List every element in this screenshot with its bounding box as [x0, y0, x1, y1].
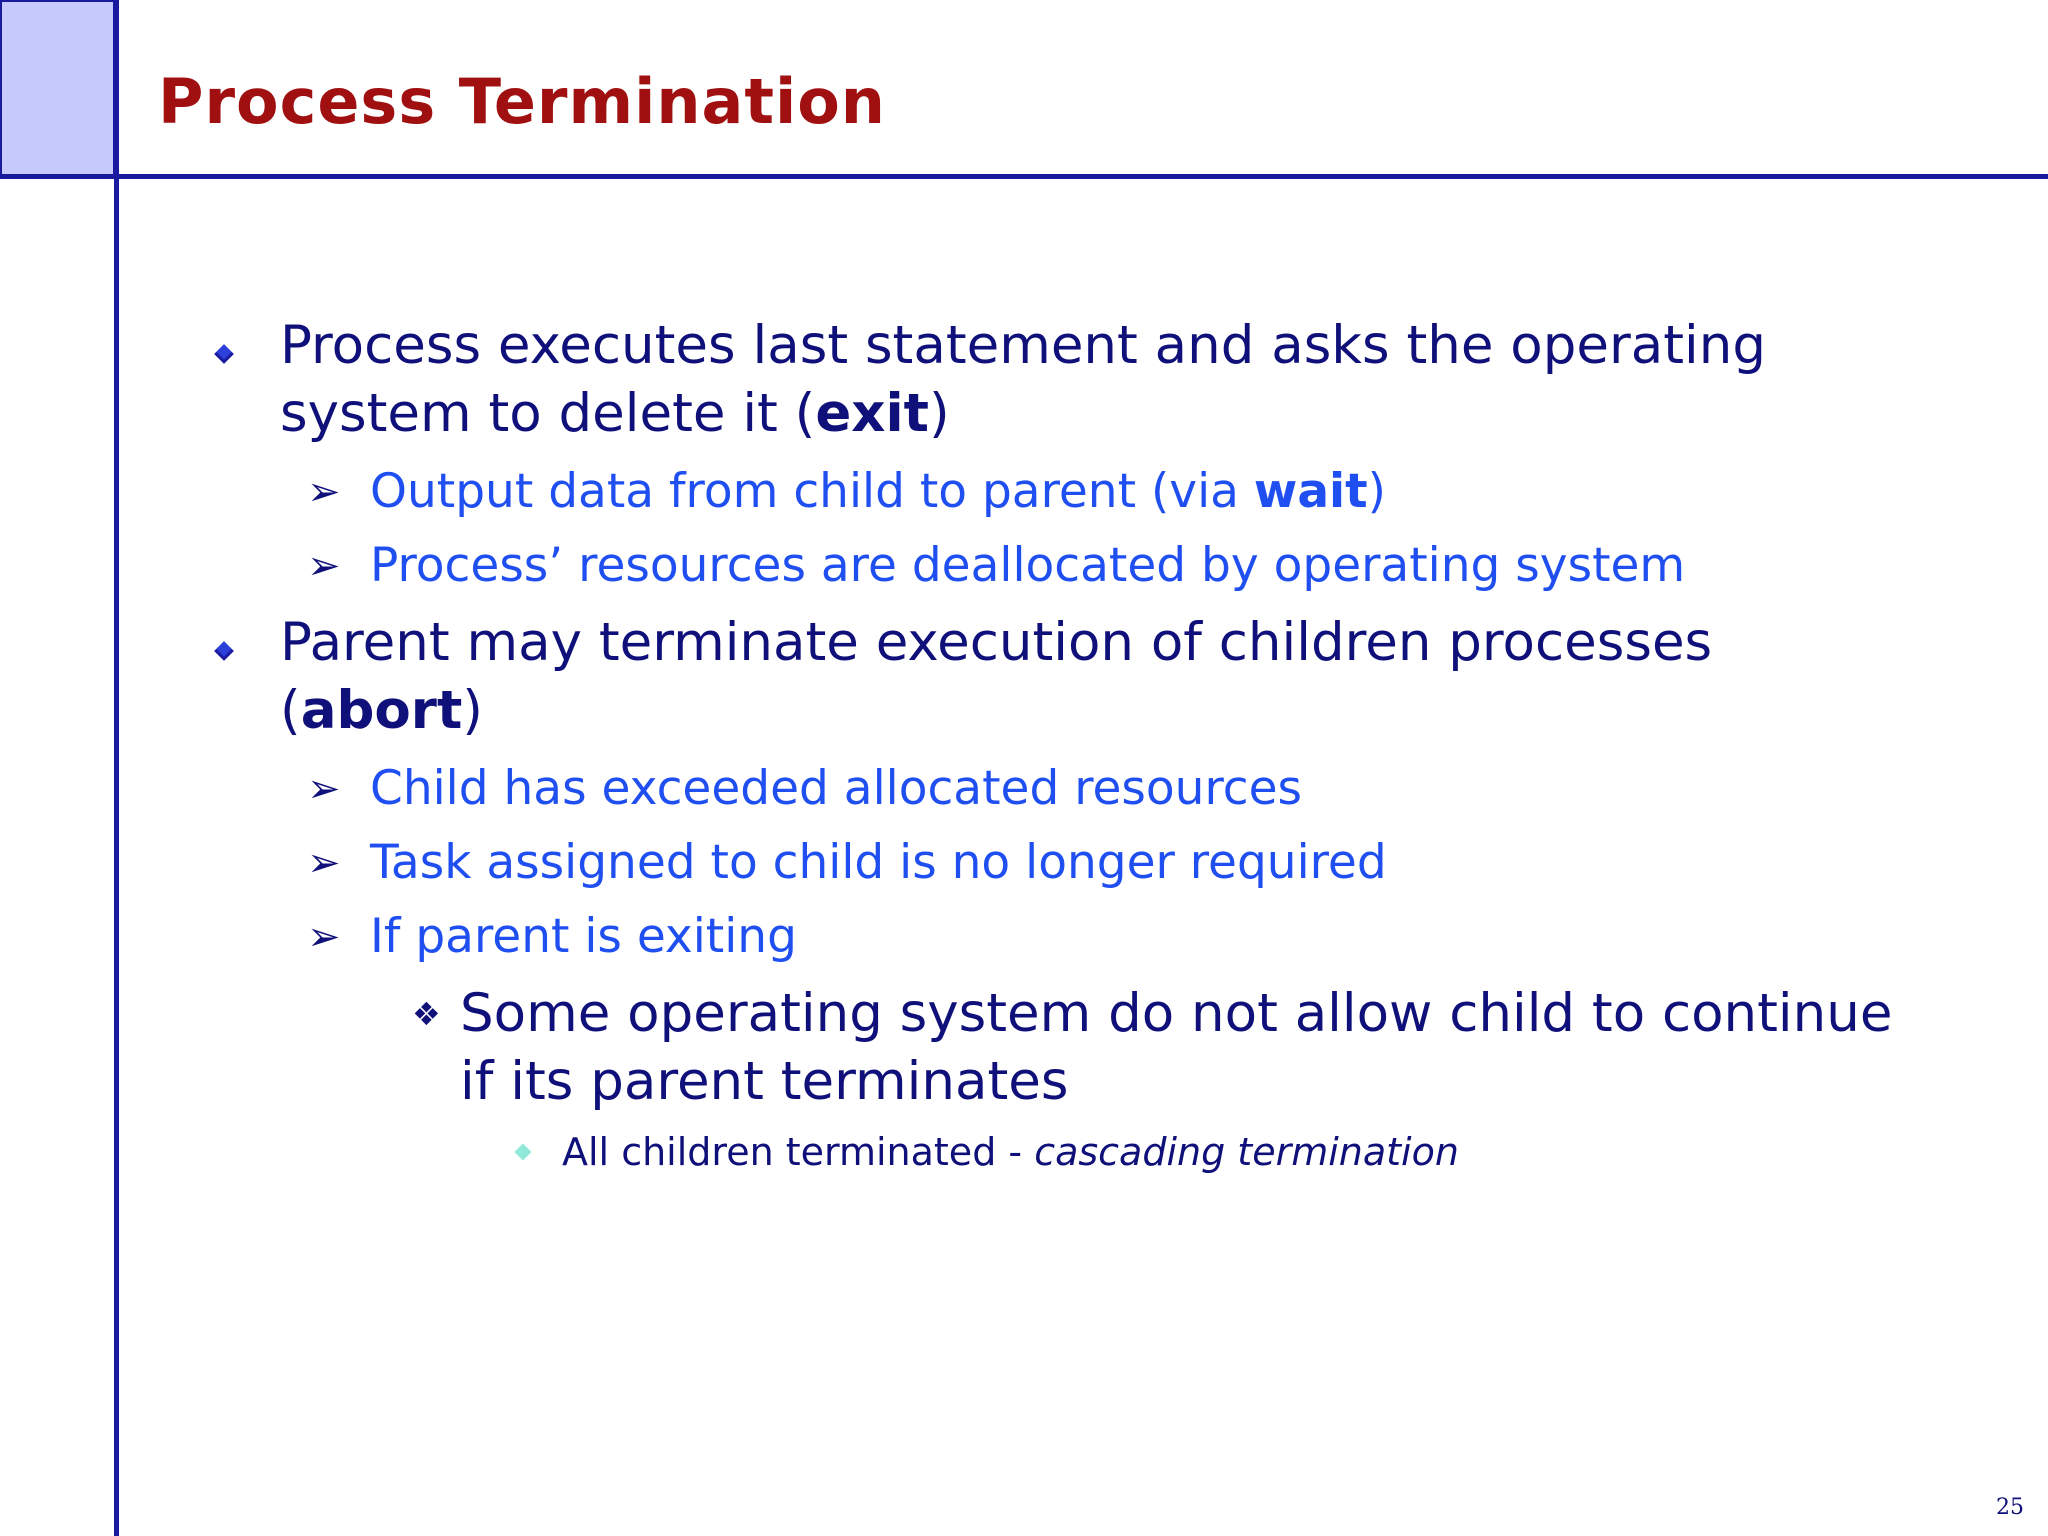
bullet-keyword: exit	[815, 383, 929, 444]
arrow-bullet-icon: ➢	[307, 469, 341, 515]
bullet-abort	[280, 609, 1900, 745]
arrow-bullet-icon: ➢	[307, 766, 341, 812]
sub-bullet-exceeded: Child has exceeded allocated resources	[370, 761, 1302, 816]
arrow-bullet-icon: ➢	[307, 840, 341, 886]
sub-bullet-not-required: Task assigned to child is no longer required	[370, 835, 1387, 890]
deep-bullet-emphasis: cascading termination	[1034, 1130, 1459, 1174]
bullet-keyword: abort	[300, 680, 463, 741]
bullet-text-end: )	[462, 680, 483, 741]
page-number: 25	[1996, 1495, 2024, 1520]
sub-bullet-text-end: )	[1367, 464, 1386, 519]
diamond-bullet-icon	[214, 344, 234, 364]
slide-title: Process Termination	[158, 65, 886, 138]
four-diamond-bullet-icon: ❖	[412, 995, 441, 1033]
sub-sub-bullet-no-continue: Some operating system do not allow child to continue if its parent terminates	[460, 983, 1893, 1112]
bullet-exit	[280, 312, 1900, 448]
small-diamond-bullet-icon	[515, 1144, 532, 1161]
arrow-bullet-icon: ➢	[307, 543, 341, 589]
sub-bullet-resources: Process’ resources are deallocated by operating system	[370, 538, 1686, 593]
bullet-text: Process executes last statement and asks the operating system to delete it (	[280, 315, 1766, 444]
sub-bullet-keyword: wait	[1253, 464, 1368, 519]
arrow-bullet-icon: ➢	[307, 914, 341, 960]
sub-bullet-text: Output data from child to parent (via	[370, 464, 1254, 519]
sub-bullet-parent-exiting: If parent is exiting	[370, 909, 797, 964]
bullet-text: Parent may terminate execution of children processes (	[280, 612, 1713, 741]
sub-bullet-wait	[370, 462, 1950, 522]
deep-bullet-cascading	[562, 1127, 1862, 1177]
bullet-text-end: )	[929, 383, 950, 444]
deep-bullet-text: All children terminated -	[562, 1130, 1035, 1174]
diamond-bullet-icon	[214, 641, 234, 661]
